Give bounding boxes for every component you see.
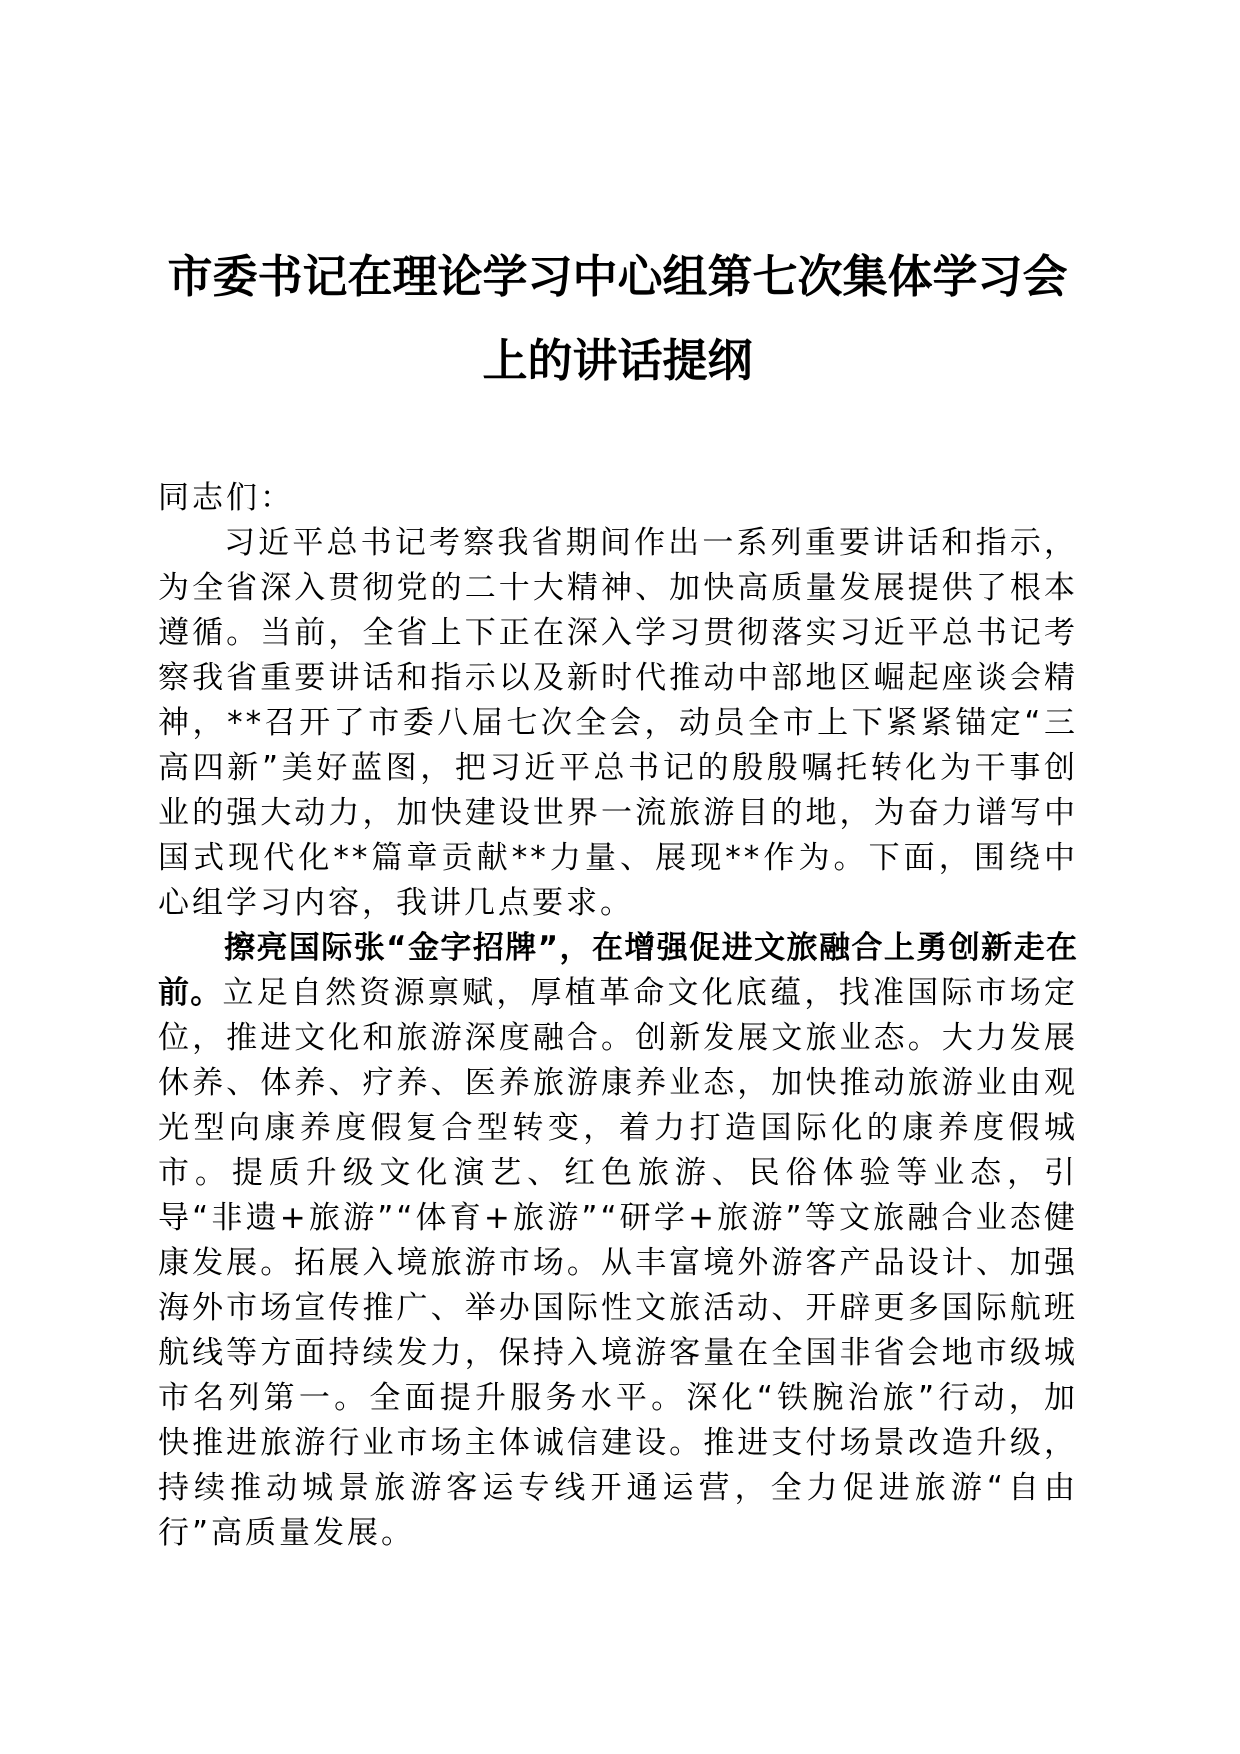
- paragraph-intro: 习近平总书记考察我省期间作出一系列重要讲话和指示，为全省深入贯彻党的二十大精神、加快高质量发展提供了根本遵循。当前，全省上下正在深入学习贯彻落实习近平总书记考察我省重要讲话和指示以及新时代推动中部地区崛起座谈会精神，**召开了市委八届七次全会，动员全市上下紧紧锚定“三高四新”美好蓝图，把习近平总书记的殷殷嘱托转化为干事创业的强大动力，加快建设世界一流旅游目的地，为奋力谱写中国式现代化**篇章贡献**力量、展现**作为。下面，围绕中心组学习内容，我讲几点要求。: [158, 525, 1078, 921]
- section-1-heading: 擦亮国际张“金字招牌”，在增强促进文旅融合上勇创新走在前。: [158, 930, 1078, 1011]
- salutation: 同志们：: [158, 480, 294, 516]
- paragraph-section-1: [158, 926, 1078, 1556]
- title-line-1: 市委书记在理论学习中心组第七次集体学习会: [167, 250, 1068, 303]
- title-line-2: 上的讲话提纲: [482, 334, 753, 387]
- document-title: [150, 235, 1085, 403]
- section-1-body: 立足自然资源禀赋，厚植革命文化底蕴，找准国际市场定位，推进文化和旅游深度融合。创新发展文旅业态。大力发展休养、体养、疗养、医养旅游康养业态，加快推动旅游业由观光型向康养度假复合型转变，着力打造国际化的康养度假城市。提质升级文化演艺、红色旅游、民俗体验等业态，引导“非遗+旅游”“体育+旅游”“研学+旅游”等文旅融合业态健康发展。拓展入境旅游市场。从丰富境外游客产品设计、加强海外市场宣传推广、举办国际性文旅活动、开辟更多国际航班航线等方面持续发力，保持入境游客量在全国非省会地市级城市名列第一。全面提升服务水平。深化“铁腕治旅”行动，加快推进旅游行业市场主体诚信建设。推进支付场景改造升级，持续推动城景旅游客运专线开通运营，全力促进旅游“自由行”高质量发展。: [158, 975, 1079, 1551]
- document-body: [158, 476, 1078, 1556]
